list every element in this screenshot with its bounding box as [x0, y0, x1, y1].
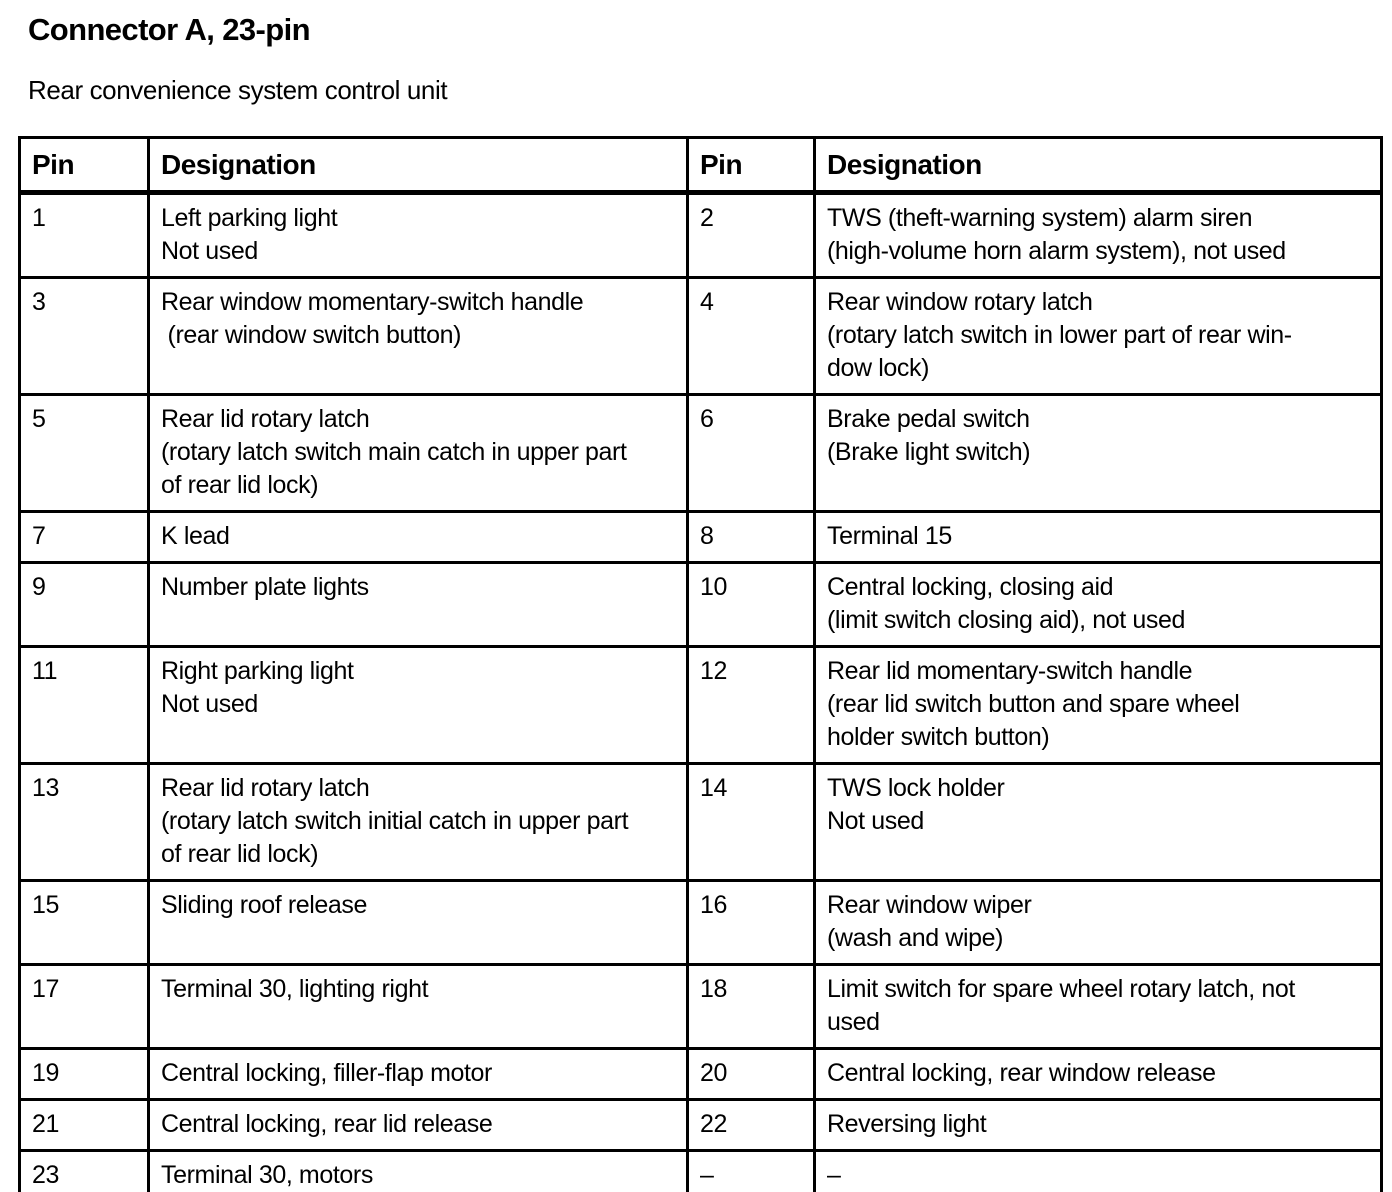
designation-line: (rear lid switch button and spare wheel [827, 690, 1240, 718]
pin-cell [688, 278, 815, 395]
pin-cell [688, 193, 815, 278]
pin-number: 18 [700, 975, 728, 1003]
designation-line: – [827, 1161, 841, 1189]
designation-line: (wash and wipe) [827, 924, 1004, 952]
designation-line: Rear lid rotary latch [161, 405, 370, 433]
pin-cell [688, 1049, 815, 1100]
pin-number: 21 [32, 1110, 60, 1138]
pin-number: 20 [700, 1059, 728, 1087]
pin-number: 4 [700, 288, 714, 316]
table-row [20, 193, 1382, 278]
designation-line: Rear window wiper [827, 891, 1032, 919]
designation-line: TWS (theft-warning system) alarm siren [827, 204, 1253, 232]
designation-cell [149, 881, 688, 965]
designation-line: (limit switch closing aid), not used [827, 606, 1185, 634]
designation-line: dow lock) [827, 354, 929, 382]
pin-number: 19 [32, 1059, 60, 1087]
designation-cell [149, 1100, 688, 1151]
table-row [20, 1151, 1382, 1192]
pin-cell [688, 881, 815, 965]
designation-cell [815, 1100, 1382, 1151]
pin-number: 15 [32, 891, 60, 919]
designation-line: Central locking, rear lid release [161, 1110, 493, 1138]
designation-line: Central locking, closing aid [827, 573, 1114, 601]
designation-line: TWS lock holder [827, 774, 1005, 802]
table-row [20, 278, 1382, 395]
page-title: Connector A, 23-pin [28, 12, 310, 47]
designation-cell [149, 1151, 688, 1192]
designation-cell [149, 193, 688, 278]
pin-number: 8 [700, 522, 714, 550]
designation-line: (rotary latch switch initial catch in upper part [161, 807, 629, 835]
pin-cell [688, 647, 815, 764]
pin-number: 13 [32, 774, 60, 802]
pin-number: 1 [32, 204, 46, 232]
page-subtitle: Rear convenience system control unit [28, 75, 448, 105]
pin-cell [20, 647, 149, 764]
designation-line: Reversing light [827, 1110, 987, 1138]
designation-cell [815, 193, 1382, 278]
designation-line: Terminal 30, motors [161, 1161, 373, 1189]
designation-cell [149, 1049, 688, 1100]
designation-line: Left parking light [161, 204, 338, 232]
pin-cell [20, 395, 149, 512]
pin-number: 10 [700, 573, 728, 601]
pin-number: 17 [32, 975, 60, 1003]
pin-number: 23 [32, 1161, 60, 1189]
designation-cell [815, 881, 1382, 965]
pinout-table [18, 136, 1383, 1192]
designation-line: Terminal 15 [827, 522, 952, 550]
table-row [20, 1100, 1382, 1151]
designation-line: of rear lid lock) [161, 840, 319, 868]
pin-number: 2 [700, 204, 714, 232]
pin-cell [20, 881, 149, 965]
designation-line: (rear window switch button) [161, 321, 462, 349]
table-row [20, 563, 1382, 647]
designation-cell [149, 512, 688, 563]
pin-number: 11 [32, 657, 58, 685]
designation-line: used [827, 1008, 880, 1036]
pin-cell [688, 1151, 815, 1192]
table-header-row [20, 138, 1382, 193]
pin-cell [688, 563, 815, 647]
pin-cell [20, 563, 149, 647]
pin-number: 7 [32, 522, 46, 550]
column-header-pin-right: Pin [688, 138, 815, 193]
designation-line: (high-volume horn alarm system), not used [827, 237, 1286, 265]
designation-cell [815, 764, 1382, 881]
designation-line: Number plate lights [161, 573, 369, 601]
pin-number: 5 [32, 405, 46, 433]
pin-cell [688, 1100, 815, 1151]
table-row [20, 512, 1382, 563]
table-row [20, 647, 1382, 764]
designation-line: Brake pedal switch [827, 405, 1030, 433]
pin-cell [20, 965, 149, 1049]
designation-cell [815, 647, 1382, 764]
designation-line: Rear window momentary-switch handle [161, 288, 584, 316]
designation-line: Sliding roof release [161, 891, 368, 919]
table-body [20, 193, 1382, 1192]
designation-line: Right parking light [161, 657, 354, 685]
designation-line: Not used [827, 807, 924, 835]
designation-line: Central locking, rear window release [827, 1059, 1216, 1087]
pin-cell [688, 965, 815, 1049]
table-row [20, 395, 1382, 512]
designation-cell [815, 1049, 1382, 1100]
table-row [20, 1049, 1382, 1100]
pin-number: 14 [700, 774, 728, 802]
pin-cell [688, 764, 815, 881]
table-row [20, 764, 1382, 881]
pin-cell [20, 1100, 149, 1151]
table-row [20, 881, 1382, 965]
designation-line: Limit switch for spare wheel rotary latch, not [827, 975, 1295, 1003]
designation-line: of rear lid lock) [161, 471, 319, 499]
designation-cell [815, 395, 1382, 512]
designation-line: Rear lid rotary latch [161, 774, 370, 802]
designation-cell [815, 278, 1382, 395]
designation-line: Central locking, filler-flap motor [161, 1059, 492, 1087]
designation-line: (rotary latch switch in lower part of rear win- [827, 321, 1292, 349]
pin-number: 16 [700, 891, 728, 919]
designation-line: Rear window rotary latch [827, 288, 1093, 316]
pin-cell [688, 512, 815, 563]
designation-line: Rear lid momentary-switch handle [827, 657, 1193, 685]
column-header-designation-left: Designation [149, 138, 688, 193]
pin-number: 22 [700, 1110, 728, 1138]
designation-line: Terminal 30, lighting right [161, 975, 429, 1003]
designation-line: Not used [161, 237, 258, 265]
designation-line: (rotary latch switch main catch in upper part [161, 438, 627, 466]
table-row [20, 965, 1382, 1049]
column-header-designation-right: Designation [815, 138, 1382, 193]
designation-cell [149, 647, 688, 764]
designation-cell [815, 563, 1382, 647]
designation-cell [149, 764, 688, 881]
pin-cell [20, 278, 149, 395]
designation-cell [149, 278, 688, 395]
pin-cell [20, 1151, 149, 1192]
pin-number: 3 [32, 288, 46, 316]
pin-cell [20, 512, 149, 563]
pin-cell [688, 395, 815, 512]
designation-line: holder switch button) [827, 723, 1050, 751]
pin-number: – [700, 1161, 714, 1189]
designation-cell [149, 563, 688, 647]
pin-number: 9 [32, 573, 46, 601]
designation-line: Not used [161, 690, 258, 718]
designation-cell [815, 512, 1382, 563]
designation-line: (Brake light switch) [827, 438, 1031, 466]
designation-cell [815, 965, 1382, 1049]
designation-cell [815, 1151, 1382, 1192]
pin-number: 12 [700, 657, 728, 685]
pin-cell [20, 764, 149, 881]
pin-number: 6 [700, 405, 714, 433]
pin-cell [20, 1049, 149, 1100]
designation-cell [149, 395, 688, 512]
pin-cell [20, 193, 149, 278]
column-header-pin-left: Pin [20, 138, 149, 193]
designation-line: K lead [161, 522, 230, 550]
designation-cell [149, 965, 688, 1049]
